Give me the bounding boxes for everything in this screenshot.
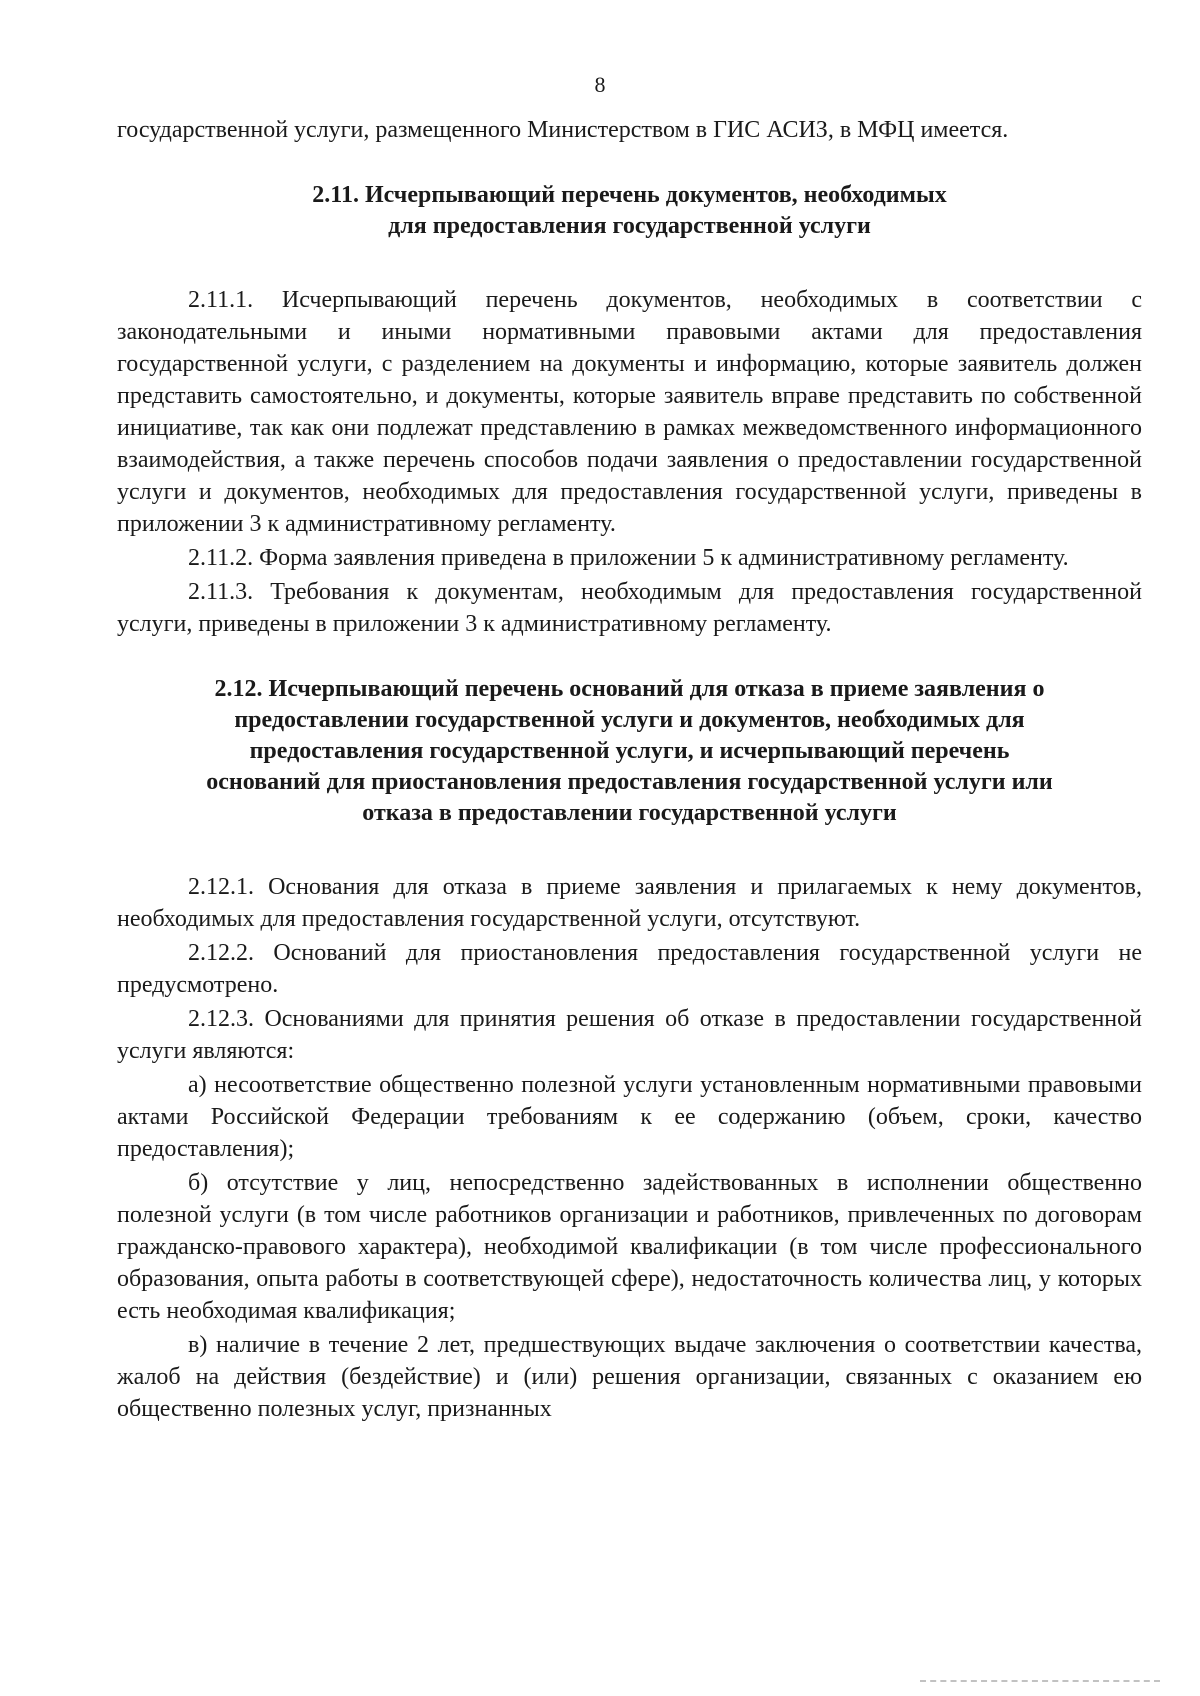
- paragraph-2-11-1: 2.11.1. Исчерпывающий перечень документов, необходимых в соответствии с законодательными и иными нормативными правовыми актами для предоставления государственной услуги, с разделением на документы и информацию, которые заявитель должен представить самостоятельно, и документы, которые заявитель вправе представить по собственной инициативе, так как они подлежат представлению в рамках межведомственного информационного взаимодействия, а также перечень способов подачи заявления о предоставлении государственной услуги и документов, необходимых для предоставления государственной услуги, приведены в приложении 3 к административному регламенту.: [117, 287, 1142, 537]
- paragraph-2-11-3: 2.11.3. Требования к документам, необходимым для предоставления государственной услуги, приведены в приложении 3 к административному регламенту.: [117, 579, 1142, 637]
- section-2-12-heading-line: 2.12. Исчерпывающий перечень оснований для отказа в приеме заявления о: [214, 676, 1045, 702]
- section-2-12-heading: [117, 674, 1142, 829]
- section-2-12-heading-line: предоставлении государственной услуги и документов, необходимых для: [234, 707, 1025, 733]
- paragraph-2-12-1: 2.12.1. Основания для отказа в приеме заявления и прилагаемых к нему документов, необходимых для предоставления государственной услуги, отсутствуют.: [117, 874, 1142, 932]
- scan-edge-marks: [920, 1680, 1160, 1688]
- section-2-11-heading-line: 2.11. Исчерпывающий перечень документов, необходимых: [312, 182, 947, 208]
- section-2-11-heading: [117, 180, 1142, 242]
- section-2-12-heading-line: предоставления государственной услуги, и исчерпывающий перечень: [249, 738, 1010, 764]
- intro-continuation-paragraph: государственной услуги, размещенного Министерством в ГИС АСИЗ, в МФЦ имеется.: [117, 117, 1009, 143]
- section-2-12-heading-line: отказа в предоставлении государственной услуги: [362, 800, 897, 826]
- list-item-c: в) наличие в течение 2 лет, предшествующих выдаче заключения о соответствии качества, жалоб на действия (бездействие) и (или) решения организации, связанных с оказанием ею общественно полезных услуг, признанных: [117, 1332, 1142, 1422]
- page-number: 8: [594, 72, 606, 97]
- paragraph-2-11-2: 2.11.2. Форма заявления приведена в приложении 5 к административному регламенту.: [188, 545, 1069, 571]
- list-item-a: а) несоответствие общественно полезной услуги установленным нормативными правовыми актами Российской Федерации требованиям к ее содержанию (объем, сроки, качество предоставления);: [117, 1072, 1142, 1162]
- list-item-b: б) отсутствие у лиц, непосредственно задействованных в исполнении общественно полезной услуги (в том числе работников организации и работников, привлеченных по договорам гражданско-правового характера), необходимой квалификации (в том числе профессионального образования, опыта работы в соответствующей сфере), недостаточность количества лиц, у которых есть необходимая квалификация;: [117, 1170, 1142, 1324]
- paragraph-2-12-2: 2.12.2. Оснований для приостановления предоставления государственной услуги не предусмотрено.: [117, 940, 1142, 998]
- section-2-12-heading-line: оснований для приостановления предоставления государственной услуги или: [206, 769, 1053, 795]
- paragraph-2-12-3: 2.12.3. Основаниями для принятия решения об отказе в предоставлении государственной услуги являются:: [117, 1006, 1142, 1064]
- document-body: [117, 114, 1142, 1425]
- section-2-11-heading-line: для предоставления государственной услуги: [388, 213, 871, 239]
